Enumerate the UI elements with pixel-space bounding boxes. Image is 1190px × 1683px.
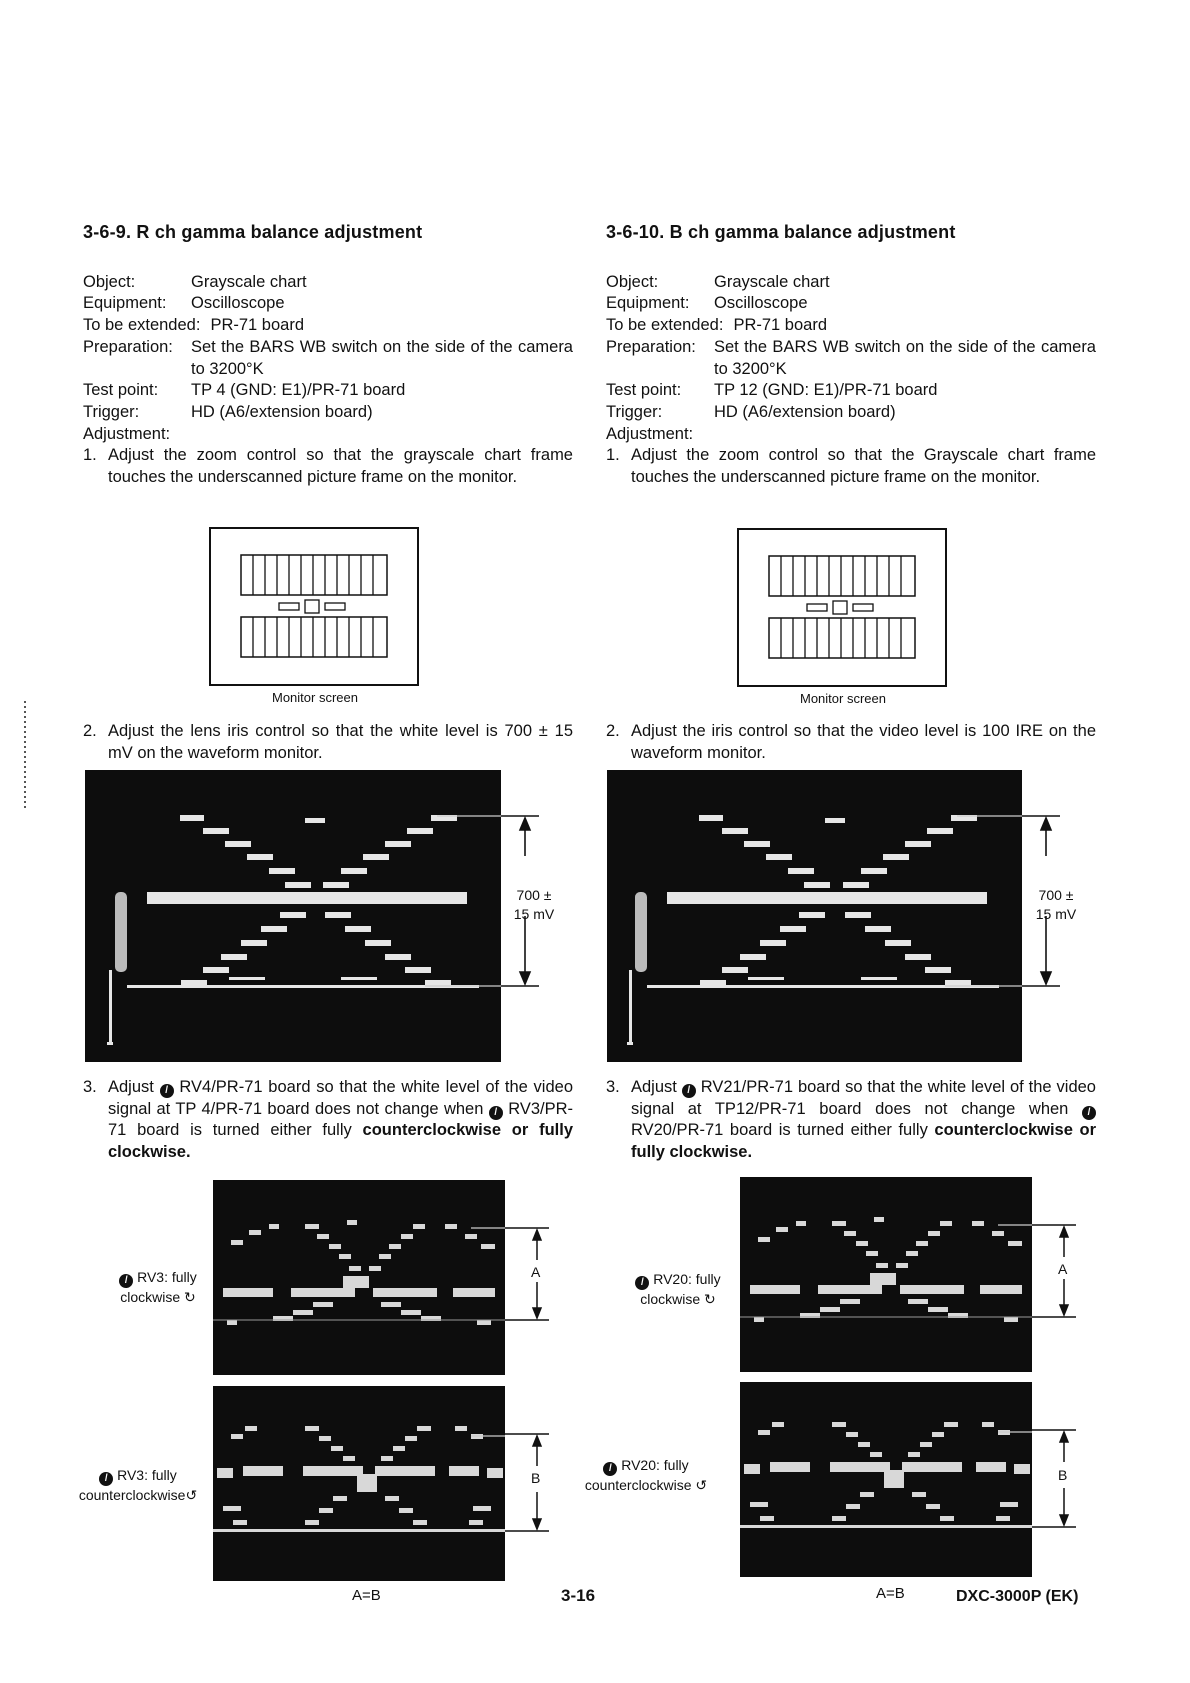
ccw-label [572, 1456, 720, 1495]
field-label: Preparation: [606, 337, 696, 356]
screwdriver-icon: / [160, 1084, 174, 1098]
marker-b: B [531, 1470, 541, 1486]
field-row [606, 272, 1096, 294]
monitor-caption: Monitor screen [800, 691, 886, 706]
clockwise-arrow-icon: ↻ [704, 1291, 716, 1307]
measurement-arrow-b [505, 1386, 555, 1581]
section-heading: 3-6-10. B ch gamma balance adjustment [606, 222, 956, 242]
ccw-label [64, 1466, 212, 1505]
step-text [108, 1077, 573, 1164]
marker-a: A [1058, 1261, 1068, 1277]
field-label: Equipment: [606, 294, 690, 313]
waveform-photo-left [85, 770, 501, 1062]
field-row [606, 337, 1096, 380]
step-number: 1. [606, 446, 620, 465]
ccw-label-line-2: counterclockwise [584, 1477, 692, 1493]
clockwise-arrow-icon: ↻ [184, 1289, 196, 1305]
field-value: Grayscale chart [191, 272, 307, 291]
step-3 [606, 1077, 1096, 1164]
step-text: Adjust the iris control so that the video level is 100 IRE on the waveform monitor. [631, 722, 1096, 762]
field-label: Trigger: [83, 402, 140, 421]
scope-label-line-1: 700 ± [516, 887, 552, 903]
right-step-3 [606, 1077, 1096, 1164]
left-step-3 [83, 1077, 573, 1164]
screwdriver-icon: / [1082, 1106, 1096, 1120]
field-label: Object: [83, 272, 136, 291]
scope-measure-label [502, 886, 566, 924]
marker-b: B [1058, 1467, 1068, 1483]
field-label: Test point: [606, 381, 682, 400]
screwdriver-icon: / [682, 1084, 696, 1098]
step-number: 3. [83, 1078, 97, 1096]
step-number: 1. [83, 446, 97, 465]
step-number: 2. [83, 722, 97, 740]
screwdriver-icon: / [99, 1472, 113, 1486]
step3-text-bold: counterclockwise or fully clockwise. [108, 1121, 573, 1162]
step-number: 3. [606, 1078, 620, 1096]
field-value: PR-71 board [210, 316, 304, 335]
field-value: TP 12 (GND: E1)/PR-71 board [714, 381, 938, 400]
page-number: 3-16 [561, 1586, 596, 1605]
right-step-2 [606, 721, 1096, 764]
field-value: HD (A6/extension board) [191, 402, 373, 421]
field-row [83, 315, 573, 337]
step3-text-c: RV3/PR-71 board is turned either fully [108, 1099, 574, 1140]
cw-label-line-1: RV20: fully [653, 1271, 721, 1287]
adjustment-label: Adjustment: [83, 424, 171, 443]
scope-label-line-2: 15 mV [1035, 906, 1077, 922]
field-label: Preparation: [83, 337, 173, 356]
step-text: Adjust the zoom control so that the Grayscale chart frame touches the underscanned picture frame on the monitor. [631, 446, 1096, 487]
screwdriver-icon: / [635, 1276, 649, 1290]
monitor-screen-icon [209, 527, 421, 687]
cw-label-line-1: RV3: fully [137, 1269, 197, 1285]
step3-text-a: Adjust [631, 1078, 677, 1096]
step-2 [606, 721, 1096, 764]
monitor-diagram-right [737, 528, 949, 706]
field-row [83, 402, 573, 424]
field-row [606, 315, 1096, 337]
equality-note: A=B [352, 1587, 381, 1604]
step-text: Adjust the zoom control so that the grayscale chart frame touches the underscanned picture frame on the monitor. [108, 446, 573, 487]
waveform-cw-right [740, 1177, 1032, 1372]
field-value: TP 4 (GND: E1)/PR-71 board [191, 381, 406, 400]
field-row [83, 380, 573, 402]
monitor-diagram-left [209, 527, 421, 705]
field-row [606, 402, 1096, 424]
right-section [606, 222, 1096, 489]
field-value: Grayscale chart [714, 272, 830, 291]
monitor-caption: Monitor screen [272, 690, 358, 705]
step-3 [83, 1077, 573, 1164]
scope-label-line-1: 700 ± [1038, 887, 1074, 903]
waveform-ccw-left [213, 1386, 505, 1581]
field-row [83, 293, 573, 315]
field-value: PR-71 board [733, 316, 827, 335]
screwdriver-icon: / [119, 1274, 133, 1288]
field-row [83, 337, 573, 380]
ccw-label-line-1: RV20: fully [621, 1457, 689, 1473]
ccw-label-line-1: RV3: fully [117, 1467, 177, 1483]
monitor-screen-icon [737, 528, 949, 688]
step-number: 2. [606, 722, 620, 740]
scope-measure-label [1024, 886, 1088, 924]
margin-mark [22, 698, 28, 848]
screwdriver-icon: / [489, 1106, 503, 1120]
field-row [606, 293, 1096, 315]
cw-label-line-2: clockwise [120, 1289, 181, 1305]
measurement-arrow-a [1032, 1177, 1082, 1372]
cw-label-line-2: clockwise [640, 1291, 701, 1307]
field-label: Test point: [83, 381, 159, 400]
section-heading: 3-6-9. R ch gamma balance adjustment [83, 222, 423, 242]
step-1 [83, 445, 573, 488]
ccw-label-line-2: counterclockwise [78, 1487, 186, 1503]
waveform-cw-left [213, 1180, 505, 1375]
equality-note: A=B [876, 1585, 905, 1602]
counterclockwise-arrow-icon: ↺ [185, 1487, 198, 1503]
marker-a: A [531, 1264, 541, 1280]
waveform-ccw-right [740, 1382, 1032, 1577]
left-step-2 [83, 721, 573, 764]
field-value: Set the BARS WB switch on the side of the camera to 3200°K [714, 337, 1096, 378]
adjustment-label: Adjustment: [606, 424, 694, 443]
scope-label-line-2: 15 mV [513, 906, 555, 922]
step-text: Adjust the lens iris control so that the white level is 700 ± 15 mV on the waveform monitor. [108, 722, 573, 762]
field-label: To be extended: [83, 316, 201, 335]
step3-text-b: RV21/PR-71 board so that the white level of the video signal at TP12/PR-71 board does not change when [631, 1078, 1096, 1118]
model-number: DXC-3000P (EK) [956, 1588, 1079, 1605]
step-1 [606, 445, 1096, 488]
field-value: Oscilloscope [714, 294, 808, 313]
counterclockwise-arrow-icon: ↺ [695, 1477, 708, 1493]
step-2 [83, 721, 573, 764]
step3-text-c: RV20/PR-71 board is turned either fully [631, 1121, 928, 1140]
measurement-arrow-b [1032, 1382, 1082, 1577]
field-row [83, 272, 573, 294]
screwdriver-icon: / [603, 1462, 617, 1476]
step3-text-b: RV4/PR-71 board so that the white level of the video signal at TP 4/PR-71 board does not change when [108, 1078, 574, 1118]
field-value: HD (A6/extension board) [714, 402, 896, 421]
cw-label [620, 1270, 736, 1309]
step3-text-bold: counterclockwise or fully clockwise. [631, 1121, 1096, 1162]
field-row [606, 380, 1096, 402]
field-label: Equipment: [83, 294, 167, 313]
field-value: Oscilloscope [191, 294, 285, 313]
step3-text-a: Adjust [108, 1078, 154, 1096]
cw-label [103, 1268, 213, 1307]
measurement-arrow-a [505, 1180, 555, 1375]
field-label: To be extended: [606, 316, 724, 335]
field-value: Set the BARS WB switch on the side of the camera to 3200°K [191, 337, 573, 378]
left-section [83, 222, 573, 489]
waveform-photo-right [607, 770, 1022, 1062]
step-text [631, 1077, 1096, 1164]
field-label: Trigger: [606, 402, 663, 421]
field-label: Object: [606, 272, 659, 291]
